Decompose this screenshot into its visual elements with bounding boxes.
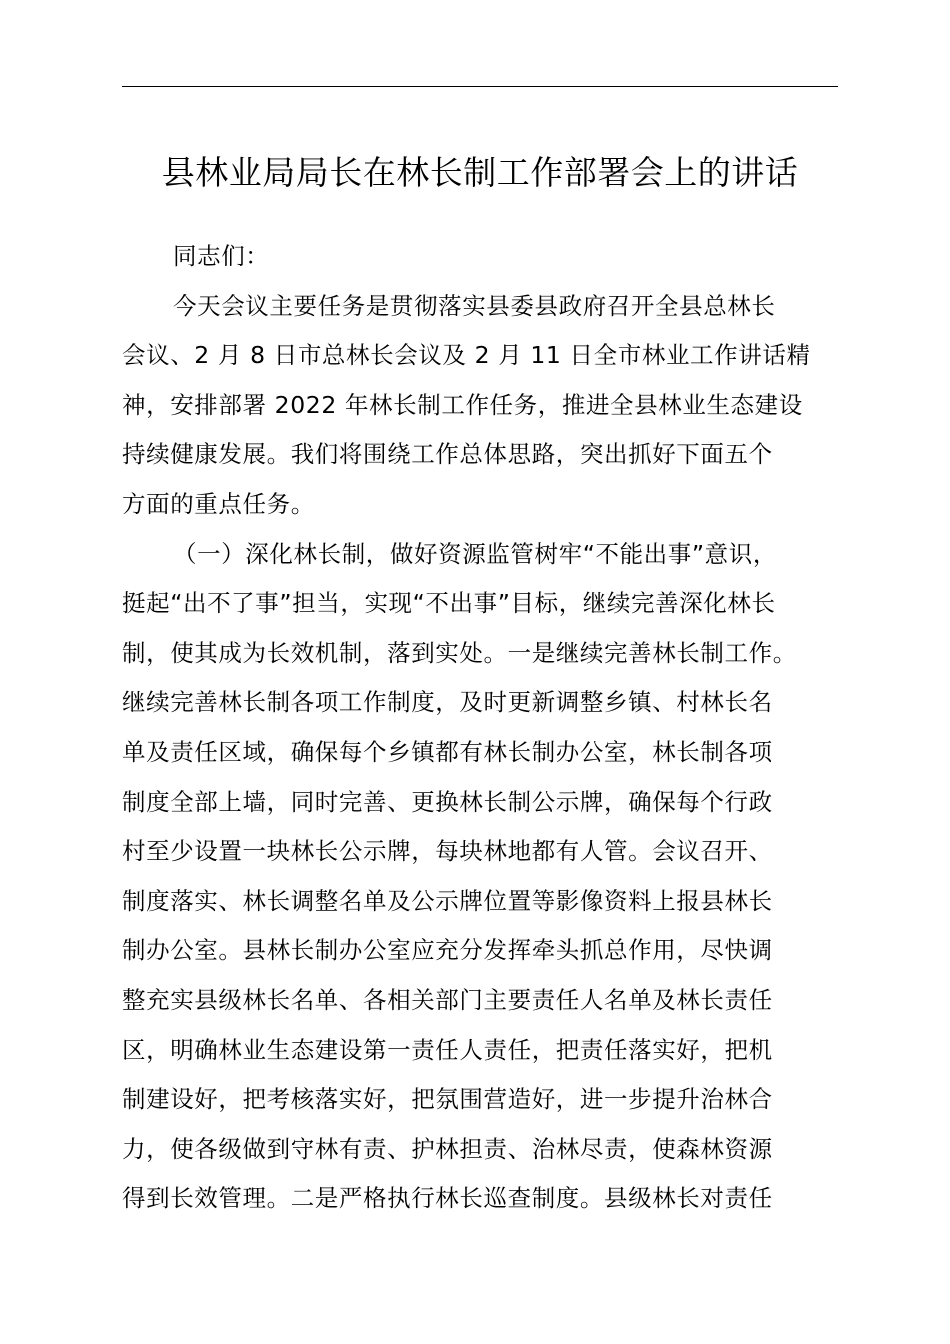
paragraph-line: 村至少设置一块林长公示牌，每块林地都有人管。会议召开、 — [122, 837, 773, 866]
paragraph-line: 神，安排部署 2022 年林长制工作任务，推进全县林业生态建设 — [122, 390, 803, 419]
paragraph-line: 会议、2 月 8 日市总林长会议及 2 月 11 日全市林业工作讲话精 — [122, 341, 811, 370]
paragraph-line: 单及责任区域，确保每个乡镇都有林长制办公室，林长制各项 — [122, 737, 773, 766]
paragraph-line: 制度落实、林长调整名单及公示牌位置等影像资料上报县林长 — [122, 886, 773, 915]
paragraph-line: 力，使各级做到守林有责、护林担责、治林尽责，使森林资源 — [122, 1134, 773, 1163]
paragraph-line: （一）深化林长制，做好资源监管树牢“不能出事”意识， — [173, 539, 777, 568]
document-title: 县林业局局长在林长制工作部署会上的讲话 — [161, 153, 799, 192]
document-body — [122, 232, 852, 1224]
paragraph-line: 得到长效管理。二是严格执行林长巡查制度。县级林长对责任 — [122, 1184, 773, 1213]
paragraph-line: 制办公室。县林长制办公室应充分发挥牵头抓总作用，尽快调 — [122, 936, 773, 965]
paragraph-line: 整充实县级林长名单、各相关部门主要责任人名单及林长责任 — [122, 985, 773, 1014]
paragraph-line: 制，使其成为长效机制，落到实处。一是继续完善林长制工作。 — [122, 638, 797, 667]
header-rule — [122, 86, 838, 87]
paragraph-line: 制建设好，把考核落实好，把氛围营造好，进一步提升治林合 — [122, 1085, 773, 1114]
paragraph-line: 方面的重点任务。 — [122, 489, 315, 518]
paragraph-line: 区，明确林业生态建设第一责任人责任，把责任落实好，把机 — [122, 1035, 773, 1064]
paragraph-line: 今天会议主要任务是贯彻落实县委县政府召开全县总林长 — [173, 291, 776, 320]
salutation: 同志们： — [173, 242, 270, 270]
paragraph-line: 挺起“出不了事”担当，实现“不出事”目标，继续完善深化林长 — [122, 589, 776, 618]
paragraph-line: 持续健康发展。我们将围绕工作总体思路，突出抓好下面五个 — [122, 440, 773, 469]
paragraph-line: 继续完善林长制各项工作制度，及时更新调整乡镇、村林长名 — [122, 688, 773, 717]
paragraph-line: 制度全部上墙，同时完善、更换林长制公示牌，确保每个行政 — [122, 787, 773, 816]
